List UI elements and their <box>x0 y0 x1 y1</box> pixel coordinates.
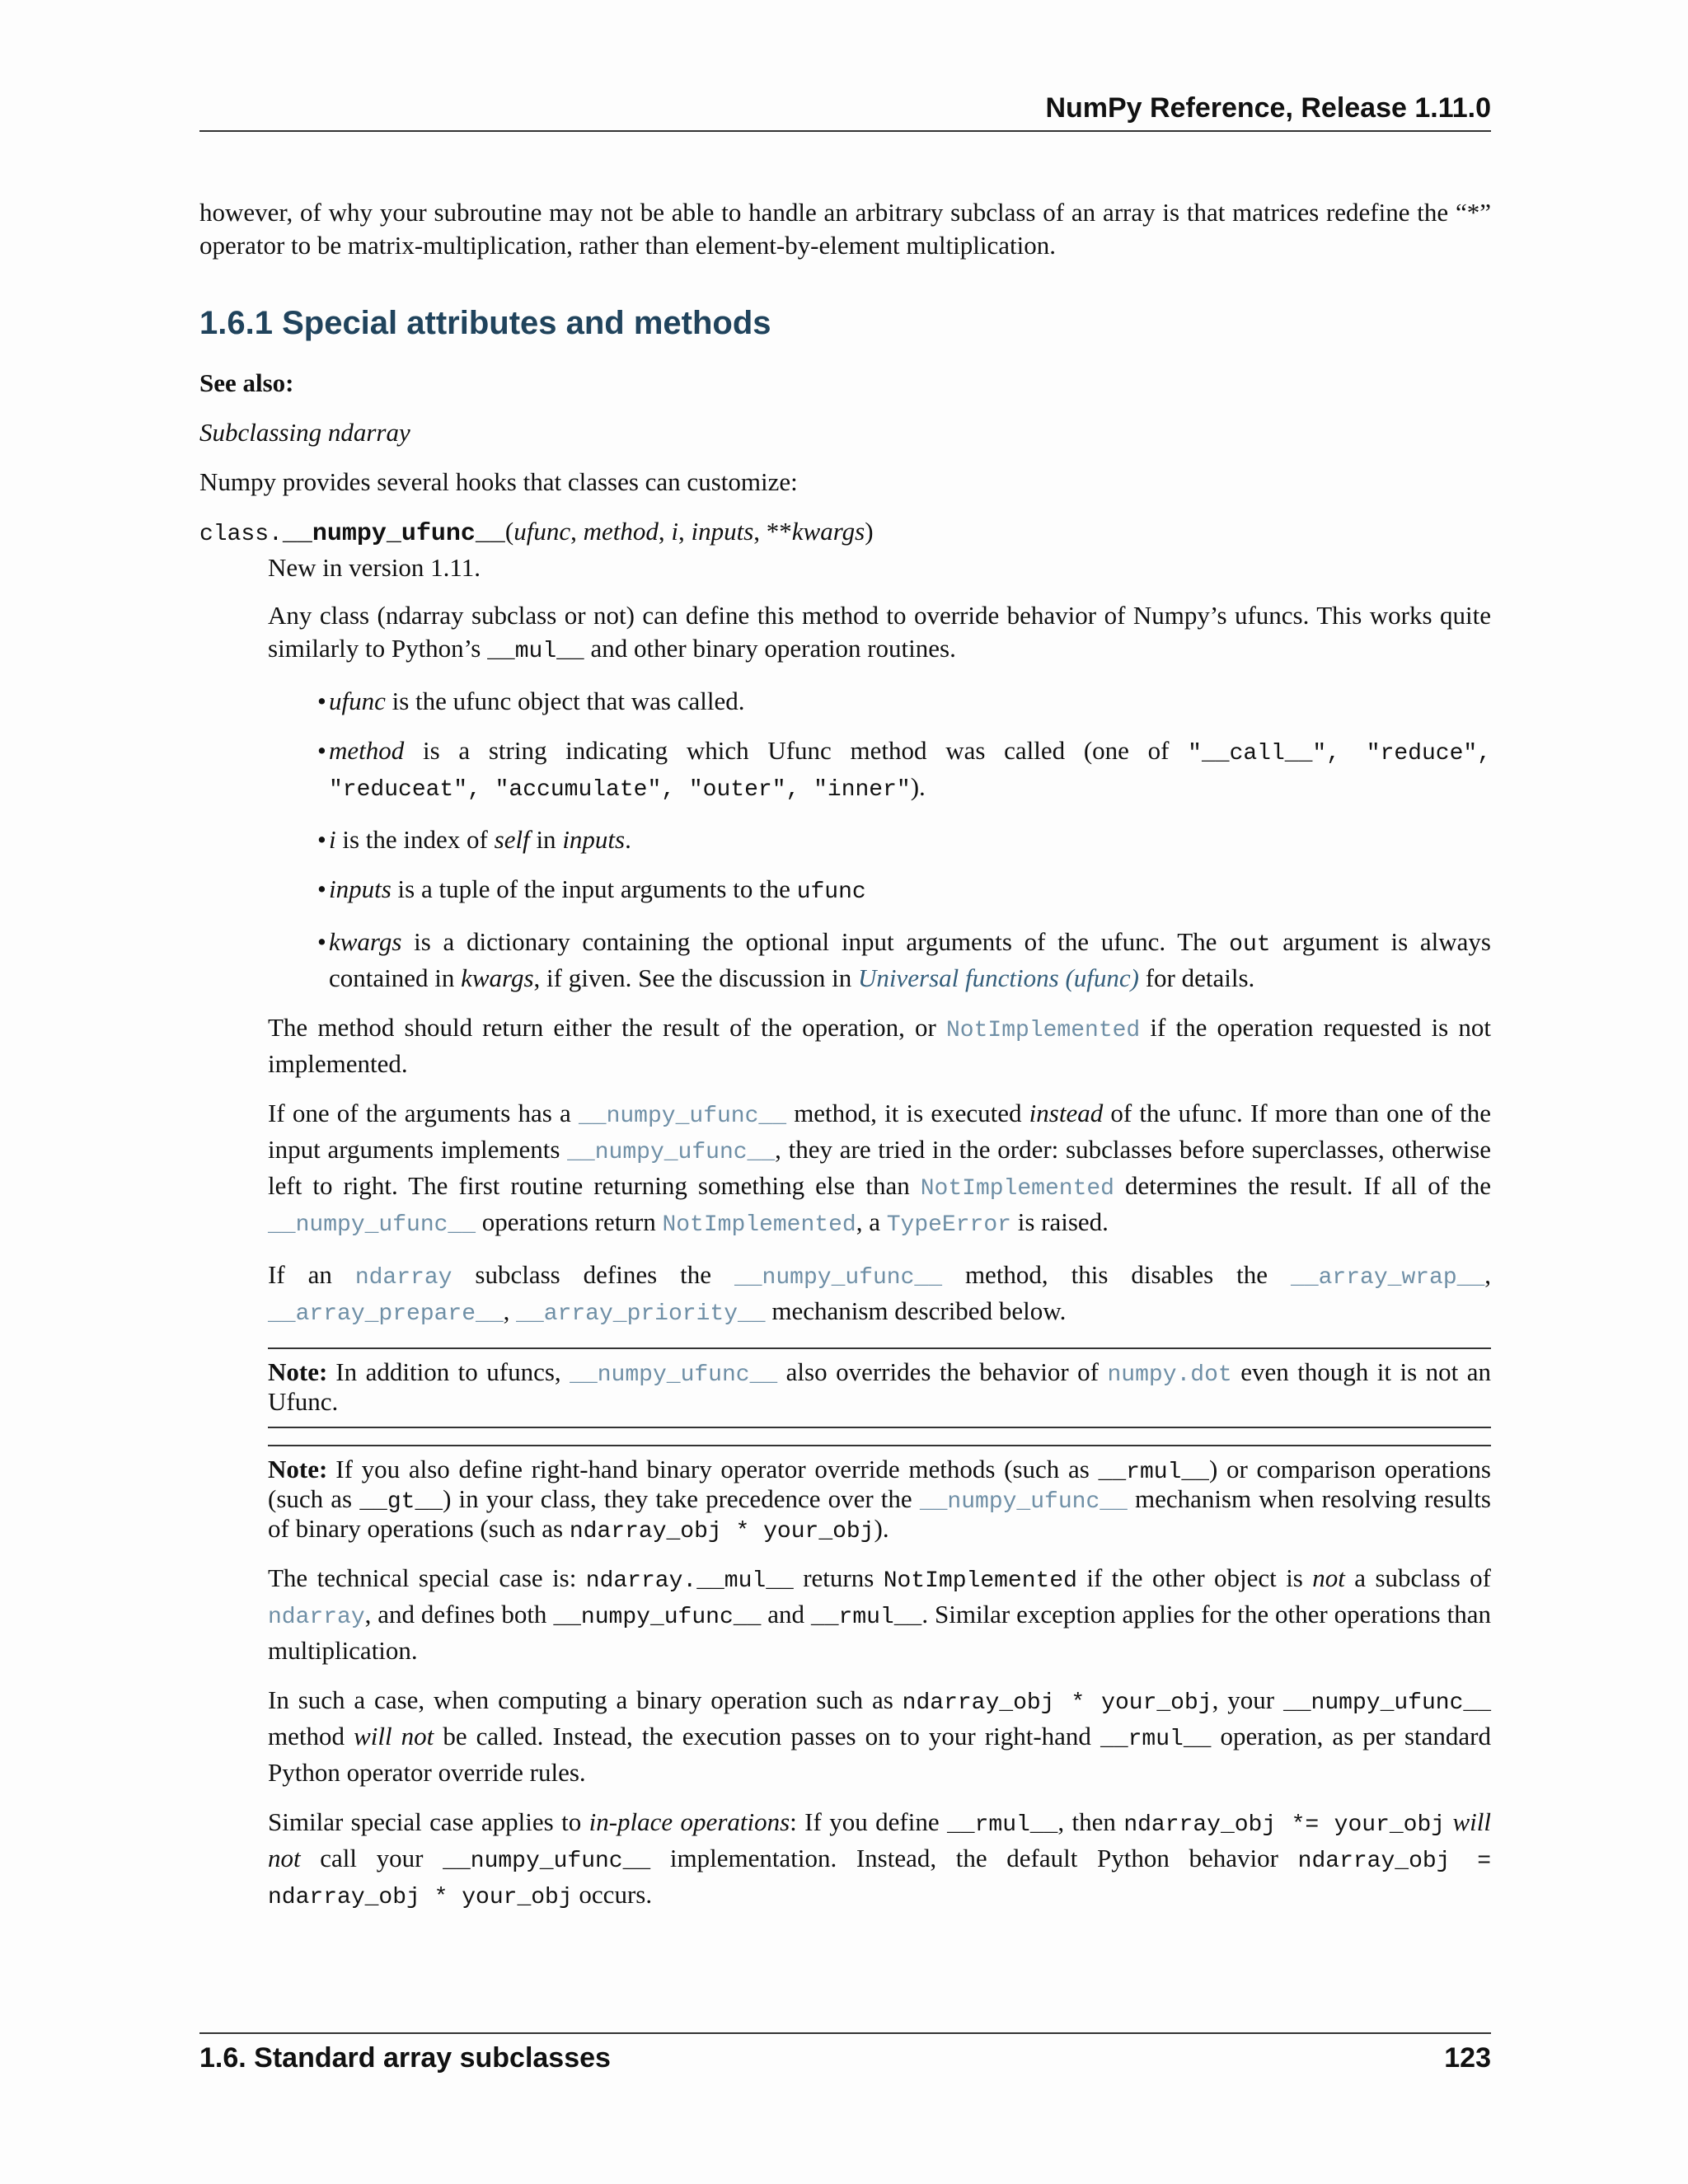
signature-close-paren: ) <box>865 517 874 546</box>
text: a subclass of <box>1344 1563 1491 1592</box>
inline-code: ndarray_obj * your_obj <box>569 1519 874 1544</box>
emphasis: self <box>494 825 530 854</box>
signature-sep: , <box>658 517 672 546</box>
list-item <box>317 734 1491 807</box>
inline-code: __rmul__ <box>946 1812 1058 1838</box>
text: is the index of <box>335 825 495 854</box>
method-description <box>268 551 1491 1915</box>
list-item <box>317 873 1491 909</box>
param-term: kwargs <box>329 927 402 956</box>
text: mechanism when resolving results of binary operations (such as <box>268 1484 1491 1543</box>
array-priority-link[interactable]: __array_priority__ <box>516 1301 766 1327</box>
inline-code: ndarray_obj = ndarray_obj * your_obj <box>268 1849 1491 1910</box>
text: for details. <box>1138 963 1255 992</box>
inline-code: __rmul__ <box>1098 1460 1209 1485</box>
note-inplace-case <box>268 1806 1491 1915</box>
note-box <box>268 1347 1491 1428</box>
inline-code: "__call__", "reduce", "reduceat", "accumulate", "outer", "inner" <box>329 741 1491 803</box>
inline-code: out <box>1229 932 1271 958</box>
text: . Similar exception applies for the other operations than multiplication. <box>268 1600 1492 1665</box>
text: The method should return either the result of the operation, or <box>268 1013 946 1042</box>
parameter-list <box>268 685 1491 995</box>
signature-sep: , <box>678 517 692 546</box>
signature-arg-i: i <box>671 517 678 546</box>
text: In such a case, when computing a binary operation such as <box>268 1685 903 1714</box>
text: ). <box>910 772 926 801</box>
text: implementation. Instead, the default Python behavior <box>650 1844 1298 1872</box>
paragraph-any-class <box>268 599 1491 668</box>
text: is a string indicating which Ufunc method was called (one of <box>404 736 1189 765</box>
text: and <box>761 1600 811 1629</box>
text: is a dictionary containing the optional input arguments of the ufunc. The <box>401 927 1230 956</box>
text: if the other object is <box>1076 1563 1313 1592</box>
text: is the ufunc object that was called. <box>385 687 745 715</box>
list-item <box>317 685 1491 718</box>
inline-code: __rmul__ <box>1100 1727 1212 1752</box>
intro-paragraph: however, of why your subroutine may not be able to handle an arbitrary subclass of an array is that matrices redefine the “*” operator to be matrix-multiplication, rather than element-by-element multiplication. <box>199 198 1491 260</box>
see-also-label: See also: <box>199 368 294 397</box>
paragraph-return <box>268 1011 1491 1080</box>
text: call your <box>300 1844 443 1872</box>
text: , and defines both <box>364 1600 554 1629</box>
text: , then <box>1057 1807 1124 1836</box>
bullet-icon: • <box>317 825 326 854</box>
emphasis: in-place operations <box>588 1807 790 1836</box>
text: ) in your class, they take precedence over the <box>443 1484 920 1513</box>
text: , if given. See the discussion in <box>533 963 859 992</box>
inline-code: __gt__ <box>359 1489 443 1515</box>
inline-code: __rmul__ <box>810 1605 922 1630</box>
header-rule <box>199 130 1491 132</box>
text: in <box>529 825 563 854</box>
inline-code: __numpy_ufunc__ <box>443 1849 651 1874</box>
text: The technical special case is: <box>268 1563 586 1592</box>
text: also overrides the behavior of <box>777 1357 1108 1386</box>
inline-code: ufunc <box>796 879 866 905</box>
emphasis: instead <box>1029 1099 1104 1127</box>
text: operations return <box>476 1207 663 1236</box>
text: operation, as per standard Python operator override rules. <box>268 1722 1491 1787</box>
paragraph-disable <box>268 1258 1491 1331</box>
text: , <box>1484 1260 1492 1289</box>
text: If an <box>268 1260 355 1289</box>
ndarray-link[interactable]: ndarray <box>268 1605 365 1630</box>
text: is a tuple of the input arguments to the <box>391 874 797 903</box>
text: , <box>503 1296 517 1325</box>
numpy-ufunc-link[interactable]: __numpy_ufunc__ <box>567 1140 776 1165</box>
text: method, this disables the <box>942 1260 1292 1289</box>
notimplemented-link[interactable]: NotImplemented <box>662 1212 856 1238</box>
signature-arg-inputs: inputs <box>691 517 754 546</box>
inline-code: ndarray.__mul__ <box>585 1568 794 1594</box>
text: , your <box>1212 1685 1283 1714</box>
note-label: Note: <box>268 1357 328 1386</box>
emphasis: kwargs <box>461 963 534 992</box>
text: method, it is executed <box>786 1099 1029 1127</box>
method-signature <box>199 515 1491 551</box>
text: mechanism described below. <box>765 1296 1067 1325</box>
text: determines the result. If all of the <box>1114 1171 1491 1200</box>
text <box>1445 1807 1452 1836</box>
text: be called. Instead, the execution passes on to your right-hand <box>434 1722 1101 1750</box>
inline-code: ndarray_obj *= your_obj <box>1123 1812 1446 1838</box>
text: , they are tried in the order: subclasses before superclasses, otherwise left to right. The first routine returning something else than <box>268 1135 1491 1200</box>
hooks-intro: Numpy provides several hooks that classes can customize: <box>199 467 798 496</box>
ndarray-link[interactable]: ndarray <box>354 1265 452 1291</box>
numpy-ufunc-link[interactable]: __numpy_ufunc__ <box>734 1265 942 1291</box>
signature-arg-ufunc: ufunc <box>513 517 571 546</box>
list-item <box>317 926 1491 995</box>
signature-arg-kwargs: kwargs <box>791 517 865 546</box>
text: If you also define right-hand binary operator override methods (such as <box>335 1455 1099 1483</box>
text: Any class (ndarray subclass or not) can define this method to override behavior of Numpy’s ufuncs. This works quite similarly to Python’s <box>268 601 1491 663</box>
note-text <box>268 1359 1491 1415</box>
text: of the ufunc. If more than one of the input arguments implements <box>268 1099 1491 1164</box>
note-text <box>268 1456 1491 1545</box>
text: : If you define <box>790 1807 947 1836</box>
numpy-ufunc-link[interactable]: __numpy_ufunc__ <box>570 1362 778 1388</box>
note-box <box>268 1445 1491 1915</box>
bullet-icon: • <box>317 687 326 715</box>
signature-open-paren: ( <box>504 517 514 546</box>
text: occurs. <box>572 1880 653 1909</box>
text: even though it is not an Ufunc. <box>268 1357 1491 1416</box>
text: ) or comparison operations (such as <box>268 1455 1491 1513</box>
emphasis: not <box>1312 1563 1345 1592</box>
numpy-ufunc-link[interactable]: __numpy_ufunc__ <box>578 1104 787 1129</box>
ufunc-doc-link[interactable]: Universal functions (ufunc) <box>858 963 1139 992</box>
bullet-icon: • <box>317 874 326 903</box>
text: is raised. <box>1010 1207 1109 1236</box>
note-such-case <box>268 1684 1491 1789</box>
numpy-ufunc-link[interactable]: __numpy_ufunc__ <box>919 1489 1128 1515</box>
param-term: method <box>329 736 405 765</box>
footer-rule <box>199 2032 1491 2034</box>
note-label: Note: <box>268 1455 328 1483</box>
param-term: i <box>329 825 336 854</box>
numpy-ufunc-link[interactable]: __numpy_ufunc__ <box>268 1212 476 1238</box>
signature-arg-method: method <box>583 517 659 546</box>
paragraph-order <box>268 1097 1491 1242</box>
section-heading: 1.6.1 Special attributes and methods <box>199 305 771 341</box>
signature-sep: , <box>570 517 584 546</box>
inline-code: NotImplemented <box>883 1568 1077 1594</box>
inline-code: __numpy_ufunc__ <box>1282 1690 1491 1716</box>
text: argument is always contained in <box>329 927 1491 992</box>
note-technical-case <box>268 1562 1491 1667</box>
text: If one of the arguments has a <box>268 1099 579 1127</box>
array-prepare-link[interactable]: __array_prepare__ <box>268 1301 504 1327</box>
emphasis: will not <box>268 1807 1492 1872</box>
text: and other binary operation routines. <box>584 634 956 663</box>
text: method <box>268 1722 354 1750</box>
running-footer <box>199 2042 1491 2074</box>
param-term: inputs <box>329 874 392 903</box>
param-term: ufunc <box>329 687 386 715</box>
emphasis: inputs <box>562 825 626 854</box>
numpy-dot-link[interactable]: numpy.dot <box>1107 1362 1232 1388</box>
signature-sep: , ** <box>753 517 792 546</box>
text: returns <box>793 1563 884 1592</box>
inline-code: ndarray_obj * your_obj <box>902 1690 1212 1716</box>
page-content <box>199 196 1491 1915</box>
page-number: 123 <box>1444 2042 1491 2074</box>
signature-prefix: class. <box>199 522 283 547</box>
array-wrap-link[interactable]: __array_wrap__ <box>1291 1265 1485 1291</box>
emphasis: will not <box>354 1722 434 1750</box>
text: subclass defines the <box>452 1260 734 1289</box>
notimplemented-link[interactable]: NotImplemented <box>920 1176 1114 1202</box>
version-note: New in version 1.11. <box>268 553 481 582</box>
text: ). <box>874 1514 889 1543</box>
text: . <box>625 825 631 854</box>
see-also-link[interactable]: Subclassing ndarray <box>199 418 410 447</box>
footer-section: 1.6. Standard array subclasses <box>199 2042 611 2074</box>
text: In addition to ufuncs, <box>335 1357 570 1386</box>
inline-code: __mul__ <box>487 639 584 664</box>
text: if the operation requested is not implemented. <box>268 1013 1491 1078</box>
running-header: NumPy Reference, Release 1.11.0 <box>1045 92 1491 124</box>
typeerror-link[interactable]: TypeError <box>886 1212 1011 1238</box>
list-item <box>317 823 1491 856</box>
bullet-icon: • <box>317 736 326 765</box>
signature-name: __numpy_ufunc__ <box>282 520 505 548</box>
text: Similar special case applies to <box>268 1807 589 1836</box>
text: , a <box>856 1207 887 1236</box>
inline-code: __numpy_ufunc__ <box>553 1605 762 1630</box>
bullet-icon: • <box>317 927 326 956</box>
notimplemented-link[interactable]: NotImplemented <box>946 1018 1141 1043</box>
